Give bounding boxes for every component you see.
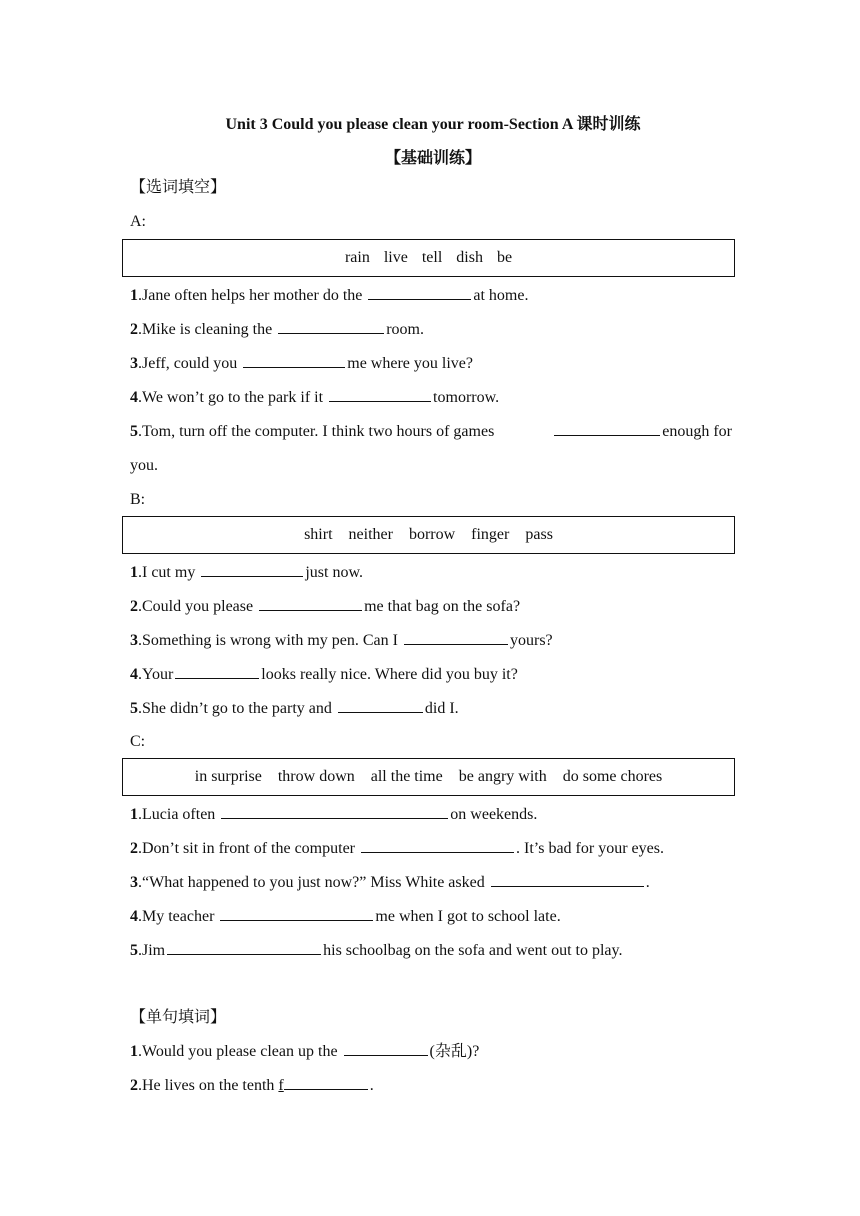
question-number: 1	[130, 564, 138, 581]
question-b3	[130, 630, 553, 652]
question-a2	[130, 319, 424, 341]
answer-blank[interactable]	[278, 319, 384, 334]
question-text: .I cut my	[138, 564, 200, 581]
answer-blank[interactable]	[243, 353, 345, 368]
word-bank-word: tell	[421, 249, 443, 266]
word-bank-word: dish	[456, 249, 483, 266]
question-number: 4	[130, 389, 138, 406]
answer-blank[interactable]	[361, 838, 514, 853]
answer-blank[interactable]	[344, 1041, 428, 1056]
answer-blank[interactable]	[329, 387, 431, 402]
answer-blank[interactable]	[284, 1075, 368, 1090]
question-a3	[130, 353, 473, 375]
answer-blank[interactable]	[221, 804, 448, 819]
word-bank-phrase: in surprise	[194, 768, 262, 785]
part-c-label: C:	[130, 733, 146, 750]
question-text: did I.	[424, 700, 459, 717]
word-bank-b	[122, 516, 735, 554]
word-bank-word: pass	[525, 526, 553, 543]
question-number: 4	[130, 666, 138, 683]
answer-blank[interactable]	[404, 630, 508, 645]
question-text: yours?	[509, 632, 553, 649]
question-text: .Mike is cleaning the	[138, 321, 277, 338]
question-number: 2	[130, 1077, 138, 1094]
question-text: .Jane often helps her mother do the	[138, 287, 367, 304]
question-c1	[130, 804, 537, 826]
question-text: .He lives on the tenth	[138, 1077, 279, 1094]
question-text: enough for	[662, 423, 732, 440]
question-number: 1	[130, 1043, 138, 1060]
question-number: 2	[130, 840, 138, 857]
question-number: 3	[130, 355, 138, 372]
word-bank-c	[122, 758, 735, 796]
word-bank-phrase: do some chores	[562, 768, 663, 785]
question-number: 4	[130, 908, 138, 925]
answer-blank[interactable]	[201, 562, 303, 577]
question-text: .Something is wrong with my pen. Can I	[138, 632, 402, 649]
word-bank-word: neither	[348, 526, 393, 543]
question-number: 2	[130, 321, 138, 338]
question-text: .	[645, 874, 650, 891]
question-text: room.	[386, 321, 424, 338]
question-text: .Jim	[138, 942, 166, 959]
word-bank-phrase: throw down	[277, 768, 355, 785]
answer-hint-letter: f	[278, 1077, 284, 1094]
question-text: his schoolbag on the sofa and went out to play.	[323, 942, 623, 959]
question-s1	[130, 1041, 479, 1063]
question-a4	[130, 387, 499, 409]
question-text: . It’s bad for your eyes.	[516, 840, 664, 857]
question-number: 5	[130, 942, 138, 959]
question-text: .Your	[138, 666, 174, 683]
answer-blank[interactable]	[175, 664, 259, 679]
page-title: Unit 3 Could you please clean your room-Section A 课时训练	[225, 116, 641, 133]
question-number: 3	[130, 874, 138, 891]
question-c5	[130, 940, 622, 962]
question-c2	[130, 838, 664, 860]
question-text: .“What happened to you just now?” Miss White asked	[138, 874, 489, 891]
question-text: .Jeff, could you	[138, 355, 242, 372]
word-bank-a	[122, 239, 735, 277]
question-number: 1	[130, 806, 138, 823]
question-b1	[130, 562, 363, 584]
question-text: just now.	[305, 564, 363, 581]
question-number: 5	[130, 423, 138, 440]
question-a1	[130, 285, 528, 307]
word-bank-word: live	[383, 249, 408, 266]
question-number: 5	[130, 700, 138, 717]
question-a5	[130, 421, 732, 443]
question-text: .We won’t go to the park if it	[138, 389, 328, 406]
question-text: .She didn’t go to the party and	[138, 700, 336, 717]
question-b2	[130, 596, 520, 618]
answer-blank[interactable]	[338, 698, 423, 713]
answer-blank[interactable]	[554, 421, 660, 436]
section-heading-word-choice: 【选词填空】	[130, 179, 227, 196]
part-b-label: B:	[130, 491, 146, 508]
word-bank-word: shirt	[304, 526, 333, 543]
question-text: on weekends.	[450, 806, 538, 823]
question-a5-continued: you.	[130, 457, 158, 474]
question-b4	[130, 664, 518, 686]
question-c3	[130, 872, 650, 894]
word-bank-word: be	[496, 249, 513, 266]
section-heading-sentence-fill: 【单句填词】	[130, 1009, 227, 1026]
question-text: .Would you please clean up the	[138, 1043, 342, 1060]
question-text: looks really nice. Where did you buy it?	[261, 666, 518, 683]
question-text: me that bag on the sofa?	[364, 598, 521, 615]
word-bank-phrase: all the time	[370, 768, 443, 785]
question-number: 1	[130, 287, 138, 304]
question-text: at home.	[473, 287, 529, 304]
question-text: (杂乱)?	[429, 1043, 480, 1060]
answer-blank[interactable]	[259, 596, 362, 611]
question-text: .Could you please	[138, 598, 258, 615]
word-bank-word: rain	[344, 249, 370, 266]
question-number: 2	[130, 598, 138, 615]
part-a-label: A:	[130, 213, 146, 230]
question-text: me when I got to school late.	[375, 908, 561, 925]
section-heading-basic: 【基础训练】	[384, 150, 481, 167]
question-text: .Lucia often	[138, 806, 220, 823]
question-text: .	[369, 1077, 374, 1094]
question-text: .Don’t sit in front of the computer	[138, 840, 359, 857]
answer-blank[interactable]	[167, 940, 321, 955]
word-bank-phrase: be angry with	[458, 768, 547, 785]
question-c4	[130, 906, 561, 928]
question-text: .Tom, turn off the computer. I think two hours of games	[138, 423, 495, 440]
question-b5	[130, 698, 459, 720]
question-text: tomorrow.	[433, 389, 500, 406]
answer-blank[interactable]	[220, 906, 373, 921]
answer-blank[interactable]	[368, 285, 471, 300]
word-bank-word: finger	[471, 526, 510, 543]
question-s2	[130, 1075, 374, 1097]
question-number: 3	[130, 632, 138, 649]
question-text: me where you live?	[347, 355, 473, 372]
question-text: .My teacher	[138, 908, 219, 925]
word-bank-word: borrow	[408, 526, 456, 543]
answer-blank[interactable]	[491, 872, 644, 887]
